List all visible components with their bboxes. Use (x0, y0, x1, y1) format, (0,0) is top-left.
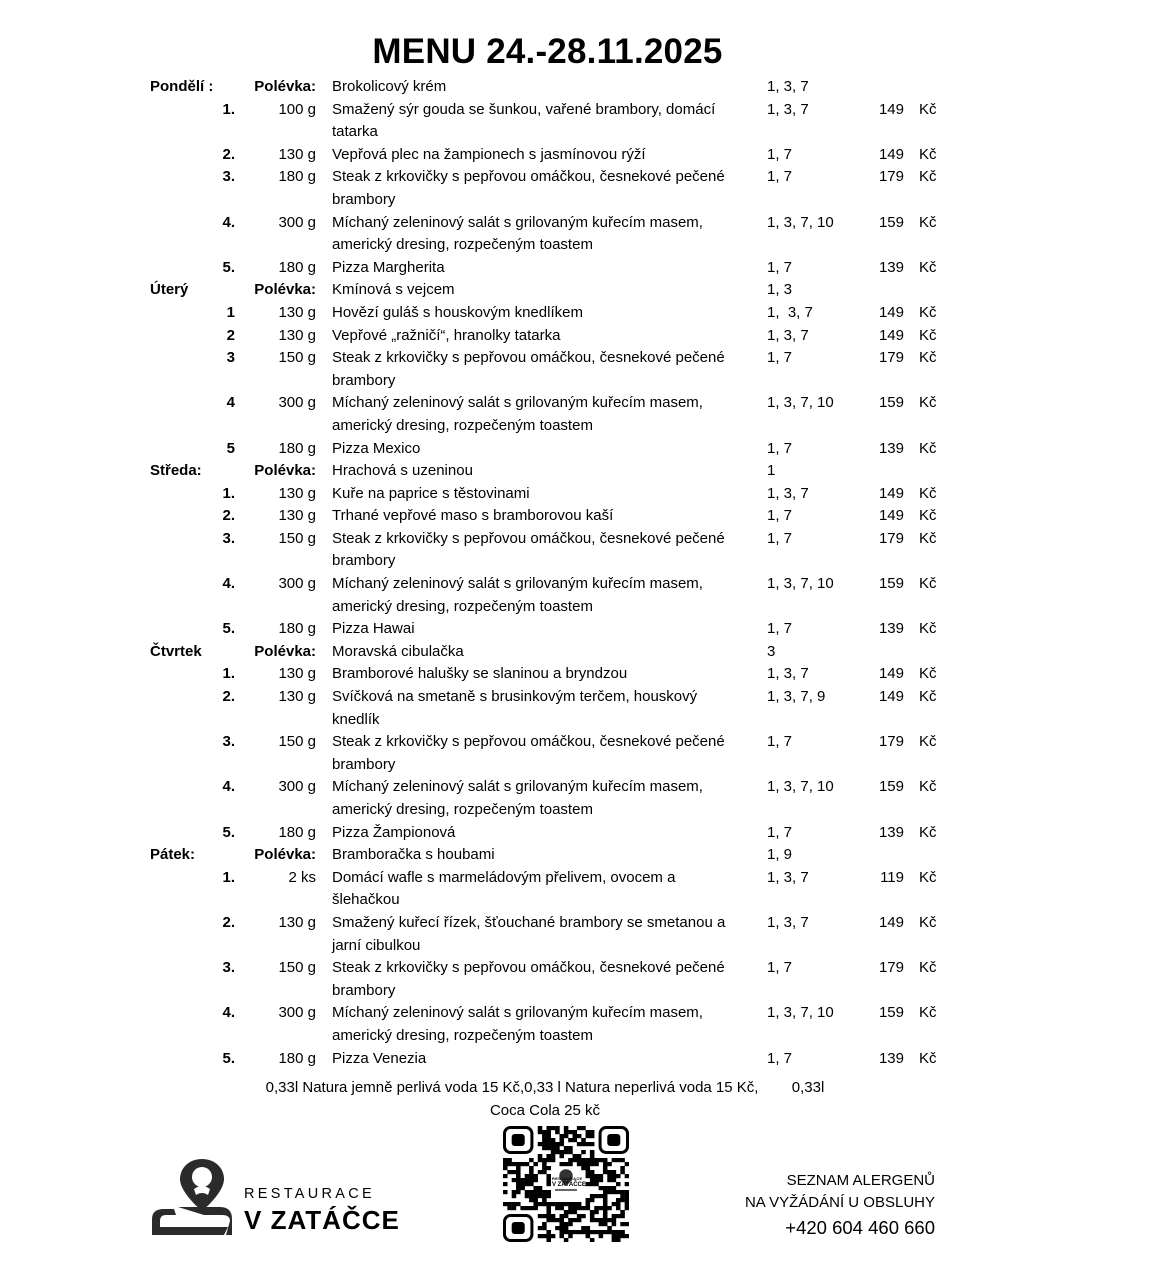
item-number: 2. (222, 688, 235, 706)
currency: Kč (919, 665, 937, 683)
allergens-line: SEZNAM ALERGENŮ (786, 1172, 935, 1189)
item-number: 1 (226, 303, 235, 321)
item-number: 4. (222, 575, 235, 593)
item-number: 2 (226, 326, 235, 344)
item-quantity: 130 g (278, 688, 316, 706)
item-number: 2. (222, 913, 235, 931)
allergens: 1, 7 (767, 733, 793, 751)
allergens: 1, 3, 7 (767, 913, 809, 931)
currency: Kč (919, 213, 937, 231)
item-name: Pizza Margherita (332, 258, 445, 276)
menu-item (0, 166, 1150, 211)
allergens: 1, 3, 7 (767, 326, 809, 344)
item-name: Steak z krkovičky s pepřovou omáčkou, česnekové pečené brambory (332, 959, 725, 999)
allergens: 1, 3, 7 (767, 78, 809, 95)
item-number: 3. (222, 733, 235, 751)
qr-logo-label: RESTAURACE (552, 1176, 583, 1181)
item-price: 119 (880, 868, 904, 886)
item-name: Smažený kuřecí řízek, šťouchané brambory se smetanou a jarní cibulkou (332, 913, 726, 954)
item-price: 139 (878, 1049, 904, 1067)
allergens: 1, 9 (767, 846, 793, 864)
logo-text: RESTAURACE (244, 1186, 376, 1202)
allergens: 1, 3 (767, 281, 793, 299)
item-price: 139 (878, 620, 904, 638)
item-name: Míchaný zeleninový salát s grilovaným kuřecím masem, americký dresing, rozpečeným toastem (332, 1004, 703, 1044)
item-price: 159 (878, 778, 904, 796)
menu-item (0, 392, 1150, 437)
item-number: 5. (222, 823, 235, 841)
item-quantity: 130 g (278, 484, 316, 502)
allergens: 1, 7 (767, 258, 793, 276)
allergens: 1, 3, 7, 10 (767, 213, 834, 231)
menu-item (0, 483, 1150, 506)
item-quantity: 180 g (278, 439, 316, 457)
allergens: 1, 7 (767, 529, 793, 547)
item-quantity: 180 g (278, 620, 316, 638)
item-name: Míchaný zeleninový salát s grilovaným kuřecím masem, americký dresing, rozpečeným toastem (332, 213, 703, 254)
day-label: Pátek: (150, 846, 196, 864)
menu-item (0, 957, 1150, 1002)
item-quantity: 300 g (278, 213, 316, 231)
item-name: Steak z krkovičky s pepřovou omáčkou, česnekové pečené brambory (332, 733, 725, 773)
soup-row (0, 279, 1150, 302)
currency: Kč (919, 823, 937, 841)
item-name: Kuře na paprice s těstovinami (332, 484, 530, 502)
item-quantity: 130 g (278, 145, 316, 163)
item-name: Smažený sýr gouda se šunkou, vařené brambory, domácí tatarka (332, 100, 716, 141)
menu-item (0, 257, 1150, 280)
currency: Kč (919, 620, 937, 638)
currency: Kč (919, 394, 937, 412)
item-number: 1. (222, 484, 235, 502)
currency: Kč (919, 303, 937, 321)
menu-item (0, 438, 1150, 461)
item-number: 1. (222, 100, 235, 118)
item-price: 149 (878, 326, 904, 344)
allergens: 1, 3, 7 (767, 100, 809, 118)
currency: Kč (919, 913, 937, 931)
allergens: 1, 3, 7, 10 (767, 1004, 834, 1022)
item-quantity: 2 ks (288, 868, 316, 886)
allergens: 1, 7 (767, 507, 793, 525)
menu-item (0, 822, 1150, 845)
allergens: 1, 7 (767, 620, 793, 638)
item-price: 149 (878, 913, 904, 931)
item-price: 149 (878, 688, 904, 706)
currency: Kč (919, 258, 937, 276)
currency: Kč (919, 529, 937, 547)
item-name: Steak z krkovičky s pepřovou omáčkou, česnekové pečené brambory (332, 168, 725, 208)
menu-item (0, 867, 1150, 912)
item-number: 5. (222, 258, 235, 276)
item-number: 5. (222, 620, 235, 638)
currency: Kč (919, 575, 937, 593)
day-label: Čtvrtek (150, 642, 202, 660)
allergens: 1, 7 (767, 349, 793, 367)
soup-label: Polévka: (254, 281, 316, 299)
page-title: MENU 24.-28.11.2025 (372, 32, 723, 71)
item-quantity: 130 g (278, 913, 316, 931)
item-number: 5 (226, 439, 235, 457)
item-price: 139 (878, 823, 904, 841)
allergens: 1, 3, 7 (767, 868, 809, 886)
menu-item (0, 1002, 1150, 1047)
menu-item (0, 1048, 1150, 1071)
soup-label: Polévka: (254, 846, 316, 864)
allergens: 1, 7 (767, 168, 793, 186)
item-quantity: 300 g (278, 394, 316, 412)
menu-item (0, 663, 1150, 686)
allergens: 1, 3, 7, 10 (767, 394, 834, 412)
item-price: 179 (878, 168, 904, 186)
soup-name: Hrachová s uzeninou (332, 462, 473, 480)
drinks-line: 0,33l Natura jemně perlivá voda 15 Kč,0,33 l Natura neperlivá voda 15 Kč, 0,33l (265, 1079, 825, 1096)
item-name: Svíčková na smetaně s brusinkovým terčem, houskový knedlík (332, 688, 698, 728)
allergens: 3 (767, 642, 776, 660)
allergens: 1, 7 (767, 823, 793, 841)
item-quantity: 130 g (278, 326, 316, 344)
soup-row (0, 76, 1150, 99)
item-quantity: 180 g (278, 168, 316, 186)
soup-label: Polévka: (254, 78, 316, 95)
allergens-note (700, 1170, 935, 1242)
drinks-note (250, 1076, 840, 1122)
item-price: 159 (878, 1004, 904, 1022)
item-name: Vepřové „ražničí“, hranolky tatarka (332, 326, 561, 344)
menu-item (0, 144, 1150, 167)
item-name: Steak z krkovičky s pepřovou omáčkou, česnekové pečené brambory (332, 529, 725, 570)
item-name: Míchaný zeleninový salát s grilovaným kuřecím masem, americký dresing, rozpečeným toastem (332, 394, 703, 434)
item-price: 179 (878, 959, 904, 977)
item-name: Vepřová plec na žampionech s jasmínovou rýží (332, 145, 646, 163)
allergens: 1, 7 (767, 145, 793, 163)
currency: Kč (919, 349, 937, 367)
location-pin-road-icon (152, 1159, 232, 1235)
currency: Kč (919, 168, 937, 186)
item-price: 149 (878, 507, 904, 525)
item-name: Steak z krkovičky s pepřovou omáčkou, česnekové pečené brambory (332, 349, 725, 389)
item-quantity: 100 g (278, 100, 316, 118)
menu-item (0, 528, 1150, 573)
item-price: 149 (878, 303, 904, 321)
item-number: 4. (222, 213, 235, 231)
item-number: 3 (226, 349, 235, 367)
item-price: 149 (878, 145, 904, 163)
item-name: Pizza Venezia (332, 1049, 427, 1067)
item-price: 149 (878, 484, 904, 502)
currency: Kč (919, 688, 937, 706)
menu-item (0, 686, 1150, 731)
item-name: Míchaný zeleninový salát s grilovaným kuřecím masem, americký dresing, rozpečeným toastem (332, 575, 703, 615)
item-number: 4 (226, 394, 235, 412)
allergens: 1 (767, 462, 776, 480)
item-price: 139 (878, 439, 904, 457)
item-price: 159 (878, 394, 904, 412)
allergens: 1, 3, 7 (767, 484, 809, 502)
soup-label: Polévka: (254, 642, 316, 660)
day-label: Středa: (150, 462, 202, 480)
item-price: 159 (878, 213, 904, 231)
item-name: Pizza Hawai (332, 620, 415, 638)
soup-row (0, 844, 1150, 867)
menu-item (0, 325, 1150, 348)
currency: Kč (919, 959, 937, 977)
item-price: 139 (878, 258, 904, 276)
item-quantity: 180 g (278, 823, 316, 841)
item-name: Hovězí guláš s houskovým knedlíkem (332, 303, 583, 321)
item-quantity: 180 g (278, 258, 316, 276)
item-quantity: 300 g (278, 575, 316, 593)
item-number: 4. (222, 1004, 235, 1022)
item-number: 1. (222, 665, 235, 683)
day-label: Pondělí : (150, 78, 214, 95)
day-label: Úterý (150, 281, 189, 299)
allergens: 1, 3, 7, 10 (767, 575, 834, 593)
allergens: 1, 7 (767, 1049, 793, 1067)
currency: Kč (919, 439, 937, 457)
item-number: 2. (222, 507, 235, 525)
allergens: 1, 7 (767, 439, 793, 457)
item-price: 179 (878, 733, 904, 751)
allergens-line: NA VYŽÁDÁNÍ U OBSLUHY (744, 1194, 935, 1211)
item-number: 5. (222, 1049, 235, 1067)
item-number: 3. (222, 959, 235, 977)
menu-list (0, 76, 1150, 1070)
phone-number[interactable]: +420 604 460 660 (785, 1217, 935, 1238)
item-quantity: 130 g (278, 665, 316, 683)
item-price: 149 (878, 665, 904, 683)
menu-item (0, 99, 1150, 144)
currency: Kč (919, 484, 937, 502)
item-price: 159 (878, 575, 904, 593)
allergens: 1, 3, 7, 10 (767, 778, 834, 796)
qr-logo-label: V ZATÁČCE (552, 1182, 586, 1188)
item-name: Pizza Žampionová (332, 823, 456, 841)
item-quantity: 300 g (278, 1004, 316, 1022)
item-quantity: 180 g (278, 1049, 316, 1067)
item-number: 3. (222, 529, 235, 547)
menu-item (0, 776, 1150, 821)
menu-item (0, 573, 1150, 618)
allergens: 1, 7 (767, 959, 793, 977)
menu-item (0, 212, 1150, 257)
item-quantity: 300 g (278, 778, 316, 796)
currency: Kč (919, 868, 937, 886)
soup-label: Polévka: (254, 462, 316, 480)
soup-name: Kmínová s vejcem (332, 281, 455, 299)
item-quantity: 150 g (278, 529, 316, 547)
item-price: 179 (878, 529, 904, 547)
soup-name: Moravská cibulačka (332, 642, 464, 660)
logo-text: V ZATÁČCE (244, 1205, 400, 1235)
item-number: 2. (222, 145, 235, 163)
menu-item (0, 505, 1150, 528)
menu-item (0, 347, 1150, 392)
menu-item (0, 731, 1150, 776)
soup-row (0, 460, 1150, 483)
menu-item (0, 618, 1150, 641)
currency: Kč (919, 733, 937, 751)
item-quantity: 150 g (278, 349, 316, 367)
item-name: Trhané vepřové maso s bramborovou kaší (332, 507, 614, 525)
soup-name: Bramboračka s houbami (332, 846, 495, 864)
currency: Kč (919, 326, 937, 344)
item-number: 1. (222, 868, 235, 886)
currency: Kč (919, 1004, 937, 1022)
currency: Kč (919, 145, 937, 163)
menu-item (0, 302, 1150, 325)
item-quantity: 150 g (278, 959, 316, 977)
item-number: 3. (222, 168, 235, 186)
allergens: 1, 3, 7 (767, 665, 809, 683)
drinks-line: Coca Cola 25 kč (489, 1102, 601, 1119)
currency: Kč (919, 1049, 937, 1067)
item-name: Míchaný zeleninový salát s grilovaným kuřecím masem, americký dresing, rozpečeným toastem (332, 778, 703, 818)
menu-item (0, 912, 1150, 957)
item-price: 149 (878, 100, 904, 118)
item-price: 179 (878, 349, 904, 367)
soup-name: Brokolicový krém (332, 78, 447, 95)
item-name: Bramborové halušky se slaninou a bryndzou (332, 665, 628, 683)
item-quantity: 130 g (278, 303, 316, 321)
currency: Kč (919, 507, 937, 525)
item-name: Pizza Mexico (332, 439, 421, 457)
allergens: 1, 3, 7, 9 (767, 688, 826, 706)
allergens: 1, 3, 7 (767, 303, 813, 321)
item-number: 4. (222, 778, 235, 796)
currency: Kč (919, 778, 937, 796)
item-quantity: 150 g (278, 733, 316, 751)
soup-row (0, 641, 1150, 664)
item-name: Domácí wafle s marmeládovým přelivem, ovocem a šlehačkou (332, 868, 676, 909)
currency: Kč (919, 100, 937, 118)
item-quantity: 130 g (278, 507, 316, 525)
